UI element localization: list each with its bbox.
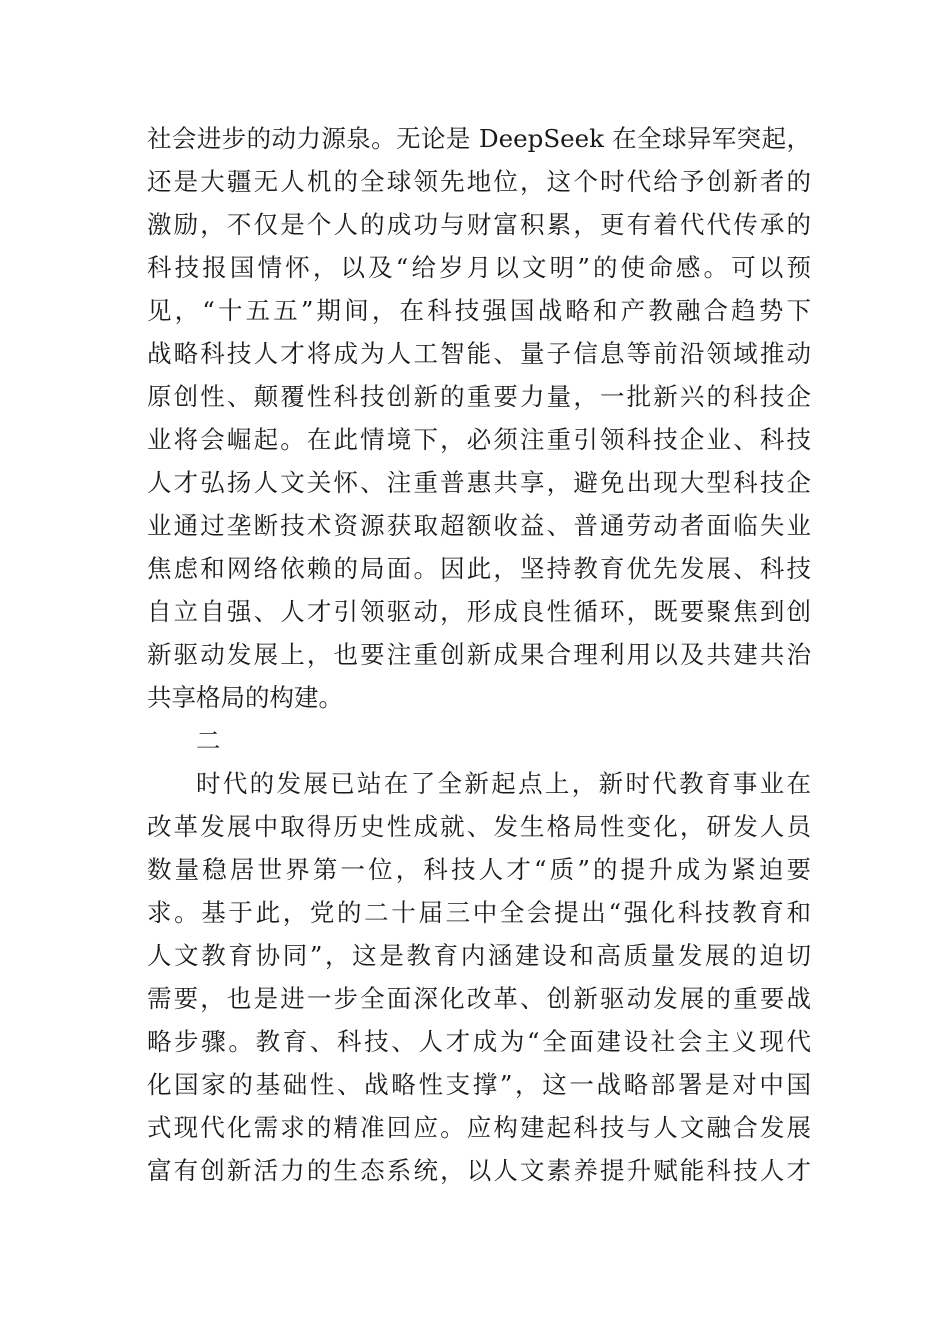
text-line: 式现代化需求的精准回应。应构建起科技与人文融合发展 <box>147 1113 811 1142</box>
paragraph-1 <box>147 117 811 719</box>
text-line: 见，“十五五”期间，在科技强国战略和产教融合趋势下 <box>147 296 811 325</box>
text-line: 改革发展中取得历史性成就、发生格局性变化，研发人员 <box>147 812 811 841</box>
paragraph-2 <box>147 762 811 1192</box>
section-number: 二 <box>196 726 221 755</box>
text-line: 焦虑和网络依赖的局面。因此，坚持教育优先发展、科技 <box>147 554 811 583</box>
text-line: 业通过垄断技术资源获取超额收益、普通劳动者面临失业 <box>147 511 811 540</box>
text-line: 新驱动发展上，也要注重创新成果合理利用以及共建共治 <box>147 640 811 669</box>
text-line: 业将会崛起。在此情境下，必须注重引领科技企业、科技 <box>147 425 811 454</box>
text-line: 人文教育协同”，这是教育内涵建设和高质量发展的迫切 <box>147 941 811 970</box>
text-line: 还是大疆无人机的全球领先地位，这个时代给予创新者的 <box>147 167 811 196</box>
text-line: 化国家的基础性、战略性支撑”，这一战略部署是对中国 <box>147 1070 811 1099</box>
text-line: 自立自强、人才引领驱动，形成良性循环，既要聚焦到创 <box>147 597 811 626</box>
text-line: 需要，也是进一步全面深化改革、创新驱动发展的重要战 <box>147 984 811 1013</box>
text-line: 原创性、颠覆性科技创新的重要力量，一批新兴的科技企 <box>147 382 811 411</box>
text-line: 数量稳居世界第一位，科技人才“质”的提升成为紧迫要 <box>147 855 811 884</box>
text-line: 略步骤。教育、科技、人才成为“全面建设社会主义现代 <box>147 1027 811 1056</box>
text-line: 人才弘扬人文关怀、注重普惠共享，避免出现大型科技企 <box>147 468 811 497</box>
text-line: 科技报国情怀，以及“给岁月以文明”的使命感。可以预 <box>147 253 811 282</box>
text-line: 求。基于此，党的二十届三中全会提出“强化科技教育和 <box>147 898 811 927</box>
text-line: 激励，不仅是个人的成功与财富积累，更有着代代传承的 <box>147 210 811 239</box>
text-line: 富有创新活力的生态系统，以人文素养提升赋能科技人才 <box>147 1156 811 1185</box>
text-line: 时代的发展已站在了全新起点上，新时代教育事业在 <box>196 769 811 798</box>
text-line: 社会进步的动力源泉。无论是 DeepSeek 在全球异军突起， <box>147 124 811 153</box>
text-line: 战略科技人才将成为人工智能、量子信息等前沿领域推动 <box>147 339 811 368</box>
body-text <box>147 117 811 1192</box>
text-line: 共享格局的构建。 <box>147 683 343 712</box>
